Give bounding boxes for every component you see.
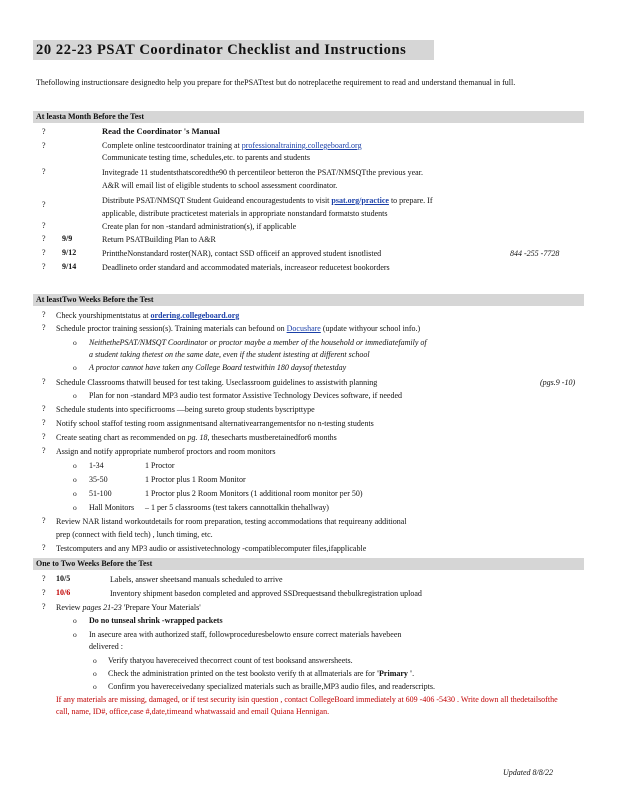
item-marker: ? bbox=[42, 377, 46, 386]
updated-date: Updated 8/8/22 bbox=[503, 768, 553, 777]
checklist-item: Schedule students into specificrooms —being sureto group students byscripttype bbox=[56, 405, 315, 414]
ordering-link[interactable]: ordering.collegeboard.org bbox=[150, 311, 240, 320]
checklist-item: Notify school staffof testing room assignmentsand alternativearrangementsfor no n-testing students bbox=[56, 419, 374, 428]
checklist-item: PrinttheNonstandard roster(NAR), contact SSD officeif an approved student isnotlisted bbox=[102, 249, 382, 258]
sub-item: In asecure area with authorized staff, followproceduresbelowto ensure correct materials havebeen bbox=[89, 630, 402, 639]
checklist-item: Inventory shipment basedon completed and approved SSDrequestsand thebulkregistration upload bbox=[110, 589, 422, 598]
proctor-desc: 1 Proctor plus 1 Room Monitor bbox=[145, 475, 246, 484]
section-heading-month: At leasta Month Before the Test bbox=[33, 111, 584, 123]
proctor-desc: – 1 per 5 classrooms (test takers cannottalkin thehallway) bbox=[145, 503, 329, 512]
proctor-desc: 1 Proctor plus 2 Room Monitors (1 additional room monitor per 50) bbox=[145, 489, 363, 498]
page-reference: (pgs.9 -10) bbox=[540, 378, 576, 387]
proctor-range: Hall Monitors bbox=[89, 503, 135, 512]
checklist-item: Create seating chart as recommended on pg. 18, thesecharts mustberetainedfor6 months bbox=[56, 433, 337, 442]
proctor-range: 1-34 bbox=[89, 461, 104, 470]
item-marker: ? bbox=[42, 588, 46, 597]
checklist-item: Read the Coordinator 's Manual bbox=[102, 126, 220, 136]
checklist-item: Labels, answer sheetsand manuals scheduled to arrive bbox=[110, 575, 283, 584]
checklist-item: Schedule proctor training session(s). Training materials can befound on Docushare (update withyour school info.) bbox=[56, 324, 421, 333]
checklist-item: Distribute PSAT/NMSQT Student Guideand encouragestudents to visit psat.org/practice to prepare. If bbox=[102, 196, 433, 205]
bullet: o bbox=[73, 616, 77, 625]
sub-item: NeithethePSAT/NMSQT Coordinator or proctor maybe a member of the household or immediatefamily of bbox=[89, 338, 427, 347]
due-date: 9/14 bbox=[62, 262, 77, 271]
bullet: o bbox=[73, 503, 77, 512]
ssd-phone: 844 -255 -7728 bbox=[510, 249, 560, 258]
item-marker: ? bbox=[42, 418, 46, 427]
verify-item: Confirm you havereceivedany specialized materials such as braille,MP3 audio files, and readerscripts. bbox=[108, 682, 435, 691]
sub-item: Do no tunseal shrink -wrapped packets bbox=[89, 616, 223, 625]
item-marker: ? bbox=[42, 262, 46, 271]
checklist-item: Assign and notify appropriate numberof proctors and room monitors bbox=[56, 447, 276, 456]
training-link[interactable]: professionaltraining.collegeboard.org bbox=[241, 141, 362, 150]
intro-text: Thefollowing instructionsare designedto help you prepare for thePSATtest but do notreplacethe requirement to read and understand themanual in full. bbox=[36, 78, 516, 87]
checklist-item: Schedule Classrooms thatwill beused for test taking. Useclassroom guidelines to assistwith planning bbox=[56, 378, 378, 387]
item-marker: ? bbox=[42, 432, 46, 441]
verify-item: Check the administration printed on the test booksto verify th at allmaterials are for 'Primary '. bbox=[108, 669, 415, 678]
bullet: o bbox=[73, 338, 77, 347]
page-title: 20 22-23 PSAT Coordinator Checklist and Instructions bbox=[33, 40, 434, 60]
checklist-item: Create plan for non -standard administration(s), if applicable bbox=[102, 222, 297, 231]
bullet: o bbox=[73, 489, 77, 498]
sub-item: Plan for non -standard MP3 audio test formator Assistive Technology Devices software, if needed bbox=[89, 391, 402, 400]
item-marker: ? bbox=[42, 200, 46, 209]
bullet: o bbox=[73, 391, 77, 400]
checklist-item-cont: A&R will email list of eligible students to school assessment coordinator. bbox=[102, 181, 338, 190]
section-heading-two-weeks: At leastTwo Weeks Before the Test bbox=[33, 294, 584, 306]
checklist-item: Review pages 21-23 'Prepare Your Materials' bbox=[56, 603, 201, 612]
checklist-item: Review NAR listand workoutdetails for room preparation, testing accommodations that requireany additional bbox=[56, 517, 407, 526]
item-marker: ? bbox=[42, 127, 46, 136]
item-marker: ? bbox=[42, 141, 46, 150]
sub-item-cont: delivered : bbox=[89, 642, 123, 651]
bullet: o bbox=[73, 630, 77, 639]
sub-item-cont: a student taking thetest on the same date, even if the student istesting at different school bbox=[89, 350, 370, 359]
item-marker: ? bbox=[42, 543, 46, 552]
bullet: o bbox=[93, 682, 97, 691]
checklist-item: Check yourshipmentstatus at ordering.collegeboard.org bbox=[56, 311, 240, 320]
due-date: 9/12 bbox=[62, 248, 77, 257]
checklist-item: Testcomputers and any MP3 audio or assistivetechnology -compatiblecomputer files,ifapplicable bbox=[56, 544, 367, 553]
proctor-desc: 1 Proctor bbox=[145, 461, 175, 470]
checklist-item-cont: prep (connect with field tech) , lunch timing, etc. bbox=[56, 530, 213, 539]
item-marker: ? bbox=[42, 516, 46, 525]
docushare-link[interactable]: Docushare bbox=[286, 324, 321, 333]
item-marker: ? bbox=[42, 323, 46, 332]
checklist-item-cont: applicable, distribute practicetest materials in appropriate nonstandard formatsto students bbox=[102, 209, 388, 218]
item-marker: ? bbox=[42, 602, 46, 611]
item-marker: ? bbox=[42, 167, 46, 176]
proctor-range: 35-50 bbox=[89, 475, 108, 484]
item-marker: ? bbox=[42, 234, 46, 243]
due-date: 9/9 bbox=[62, 234, 73, 243]
psat-practice-link[interactable]: psat.org/practice bbox=[331, 196, 389, 205]
checklist-item: Deadlineto order standard and accommodated materials, increaseor reducetest bookorders bbox=[102, 263, 390, 272]
bullet: o bbox=[73, 475, 77, 484]
checklist-item: Complete online testcoordinator training at professionaltraining.collegeboard.org bbox=[102, 141, 362, 150]
bullet: o bbox=[93, 656, 97, 665]
item-marker: ? bbox=[42, 404, 46, 413]
section-heading-one-two-weeks: One to Two Weeks Before the Test bbox=[33, 558, 584, 570]
sub-item: A proctor cannot have taken any College Board testwithin 180 daysof thetestday bbox=[89, 363, 347, 372]
item-marker: ? bbox=[42, 248, 46, 257]
missing-materials-note: If any materials are missing, damaged, or if test security isin question , contact CollegeBoard immediately at 609 -406 -5430 . Write down all thedetailsofthe call, name, ID#, office,case #,date,timeand whatwassaid and email Quiana Hennigan. bbox=[56, 695, 558, 716]
item-marker: ? bbox=[42, 446, 46, 455]
checklist-item: Invitegrade 11 studentsthatscoredthe90 th percentileor betteron the PSAT/NMSQTthe previous year. bbox=[102, 168, 423, 177]
item-marker: ? bbox=[42, 310, 46, 319]
bullet: o bbox=[73, 363, 77, 372]
bullet: o bbox=[93, 669, 97, 678]
item-marker: ? bbox=[42, 221, 46, 230]
verify-item: Verify thatyou havereceived thecorrect count of test booksand answersheets. bbox=[108, 656, 353, 665]
bullet: o bbox=[73, 461, 77, 470]
proctor-range: 51-100 bbox=[89, 489, 112, 498]
checklist-item-cont: Communicate testing time, schedules,etc. to parents and students bbox=[102, 153, 310, 162]
item-marker: ? bbox=[42, 574, 46, 583]
due-date: 10/6 bbox=[56, 588, 71, 597]
checklist-item: Return PSATBuilding Plan to A&R bbox=[102, 235, 216, 244]
due-date: 10/5 bbox=[56, 574, 71, 583]
